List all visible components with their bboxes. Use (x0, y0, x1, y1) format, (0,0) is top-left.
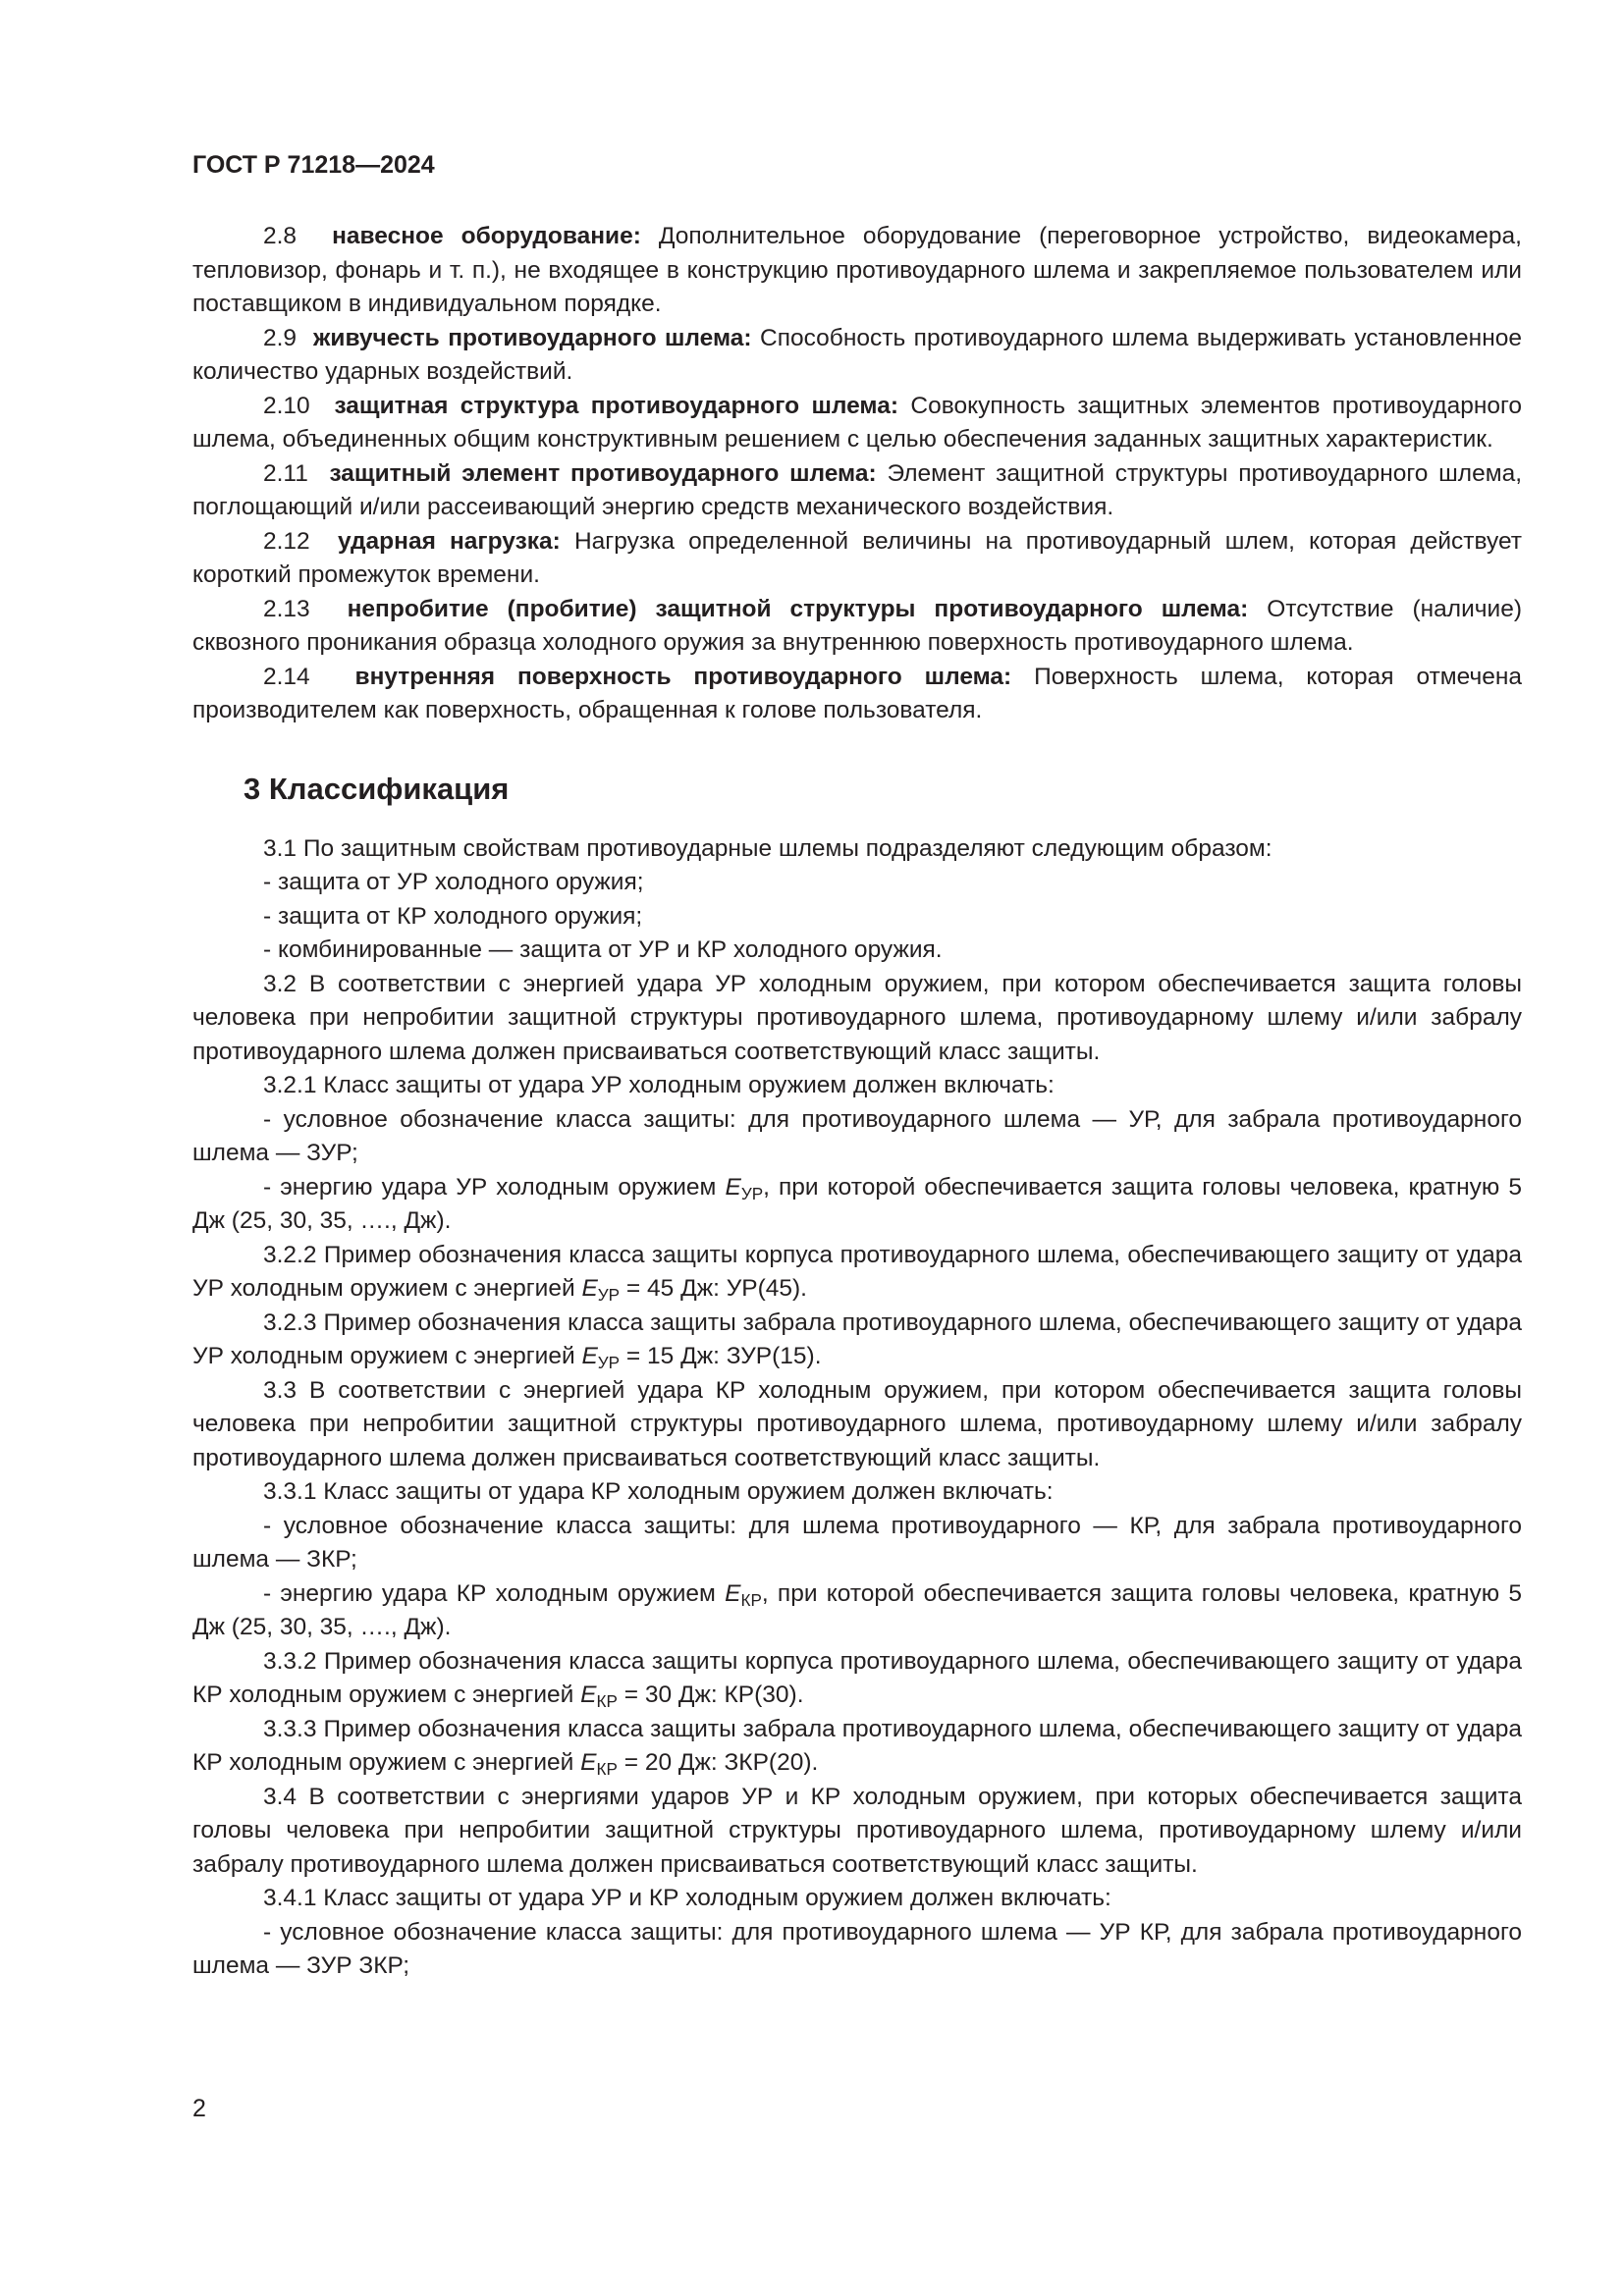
term-number: 2.13 (263, 595, 310, 622)
energy-subscript: КР (596, 1758, 618, 1779)
term-number: 2.11 (263, 459, 308, 487)
term-definition: Отсутствие (наличие) сквозного проникания образца холодного оружия за внутреннюю поверхность противоударного шлема. (192, 595, 1522, 656)
term-2-9 (192, 322, 1522, 390)
clause-3-2-2: 3.2.2 Пример обозначения класса защиты корпуса противоударного шлема, обеспечивающего защиту от удара УР холодным оружием с энергией $Е_{УР} = 45$ Дж: УР(45). (192, 1241, 1522, 1305)
list-item: - условное обозначение класса защиты: для шлема противоударного — КР, для забрала противоударного шлема — ЗКР; (192, 1512, 1522, 1573)
term-number: 2.14 (263, 663, 310, 690)
term-definition: Элемент защитной структуры противоударного шлема, поглощающий и/или рассеивающий энергию средств механического воздействия. (192, 459, 1523, 520)
energy-symbol: Е (581, 1275, 598, 1302)
clause-3-3-2: 3.3.2 Пример обозначения класса защиты корпуса противоударного шлема, обеспечивающего защиту от удара КР холодным оружием с энергией $Е_{КР} = 30$ Дж: КР(30). (192, 1647, 1522, 1711)
energy-subscript: УР (597, 1352, 621, 1372)
term-definition: Совокупность защитных элементов противоударного шлема, объединенных общим конструктивным решением с целью обеспечения заданных защитных характеристик. (192, 392, 1523, 453)
clause-3-4-1: 3.4.1 Класс защиты от удара УР и КР холодным оружием должен включать: (263, 1885, 1111, 1911)
list-item: - защита от УР холодного оружия; (263, 869, 644, 895)
term-definition: Поверхность шлема, которая отмечена производителем как поверхность, обращенная к голове пользователя. (192, 663, 1522, 723)
list-item: - комбинированные — защита от УР и КР холодного оружия. (263, 936, 943, 963)
clause-3-3-1: 3.3.1 Класс защиты от удара КР холодным оружием должен включать: (263, 1478, 1054, 1505)
page-number: 2 (192, 2095, 206, 2122)
clause-3-3: 3.3 В соответствии с энергией удара КР холодным оружием, при котором обеспечивается защита головы человека при непробитии защитной структуры противоударного шлема, противоударному шлему и/или забралу противоударного шлема должен присваиваться соответствующий класс защиты. (192, 1376, 1522, 1471)
term-number: 2.10 (263, 392, 310, 419)
term-name: живучесть противоударного шлема: (313, 324, 752, 351)
term-2-14 (192, 661, 1522, 728)
term-2-11 (192, 457, 1522, 525)
energy-subscript: КР (596, 1690, 618, 1711)
clause-3-2-1: 3.2.1 Класс защиты от удара УР холодным оружием должен включать: (263, 1072, 1055, 1098)
energy-subscript: УР (740, 1183, 764, 1203)
term-name: внутренняя поверхность противоударного шлема: (354, 663, 1012, 690)
list-item: - защита от КР холодного оружия; (263, 902, 643, 930)
term-2-13 (192, 593, 1522, 661)
list-item-energy-kr: - энергию удара КР холодным оружием $Е_{КР}$, при которой обеспечивается защита головы человека, кратную 5 Дж (25, 30, 35, …., Дж). (192, 1579, 1523, 1640)
clause-3-1: 3.1 По защитным свойствам противоударные шлемы подразделяют следующим образом: (263, 834, 1272, 862)
term-name: ударная нагрузка: (337, 527, 561, 555)
clause-3-4: 3.4 В соответствии с энергиями ударов УР и КР холодным оружием, при которых обеспечивается защита головы человека при непробитии защитной структуры противоударного шлема, противоударному шлему и/или забралу противоударного шлема должен присваиваться соответствующий класс защиты. (192, 1783, 1522, 1878)
list-item: - условное обозначение класса защиты: для противоударного шлема — УР КР, для забрала противоударного шлема — ЗУР ЗКР; (192, 1918, 1522, 1979)
term-2-12 (192, 525, 1522, 593)
term-name: защитный элемент противоударного шлема: (329, 459, 877, 487)
term-name: защитная структура противоударного шлема: (334, 392, 899, 419)
section-heading-classification: 3 Классификация (244, 771, 510, 806)
term-name: непробитие (пробитие) защитной структуры противоударного шлема: (347, 595, 1249, 622)
energy-subscript: КР (740, 1589, 762, 1610)
energy-subscript: УР (597, 1284, 621, 1305)
term-name: навесное оборудование: (332, 223, 641, 249)
energy-symbol: Е (580, 1682, 597, 1708)
term-definition: Способность противоударного шлема выдерживать установленное количество ударных воздействий. (192, 324, 1522, 385)
energy-symbol: Е (725, 1579, 741, 1607)
energy-symbol: Е (725, 1173, 741, 1201)
document-code: ГОСТ Р 71218—2024 (192, 151, 435, 179)
term-definition: Дополнительное оборудование (переговорное устройство, видеокамера, тепловизор, фонарь и т. п.), не входящее в конструкцию противоударного шлема и закрепляемое пользователем или поставщиком в индивидуальном порядке. (192, 223, 1522, 317)
term-2-8 (192, 220, 1522, 322)
energy-symbol: Е (581, 1343, 598, 1369)
clause-3-2: 3.2 В соответствии с энергией удара УР холодным оружием, при котором обеспечивается защита головы человека при непробитии защитной структуры противоударного шлема, противоударному шлему и/или забралу противоударного шлема должен присваиваться соответствующий класс защиты. (192, 970, 1522, 1065)
term-definition: Нагрузка определенной величины на противоударный шлем, которая действует короткий промежуток времени. (192, 527, 1522, 588)
list-item-energy-ur: - энергию удара УР холодным оружием $Е_{УР}$, при которой обеспечивается защита головы человека, кратную 5 Дж (25, 30, 35, …., Дж). (192, 1173, 1523, 1234)
term-2-10 (192, 390, 1522, 457)
list-item: - условное обозначение класса защиты: для противоударного шлема — УР, для забрала противоударного шлема — ЗУР; (192, 1105, 1522, 1166)
term-number: 2.9 (263, 324, 298, 351)
page-content (192, 220, 1522, 1984)
term-number: 2.8 (263, 223, 298, 249)
term-number: 2.12 (263, 527, 310, 555)
energy-symbol: Е (580, 1749, 597, 1776)
clause-3-2-3: 3.2.3 Пример обозначения класса защиты забрала противоударного шлема, обеспечивающего защиту от удара УР холодным оружием с энергией $Е_{УР} = 15$ Дж: ЗУР(15). (192, 1308, 1522, 1372)
clause-3-3-3: 3.3.3 Пример обозначения класса защиты забрала противоударного шлема, обеспечивающего защиту от удара КР холодным оружием с энергией $Е_{КР} = 20$ Дж: ЗКР(20). (192, 1715, 1522, 1779)
